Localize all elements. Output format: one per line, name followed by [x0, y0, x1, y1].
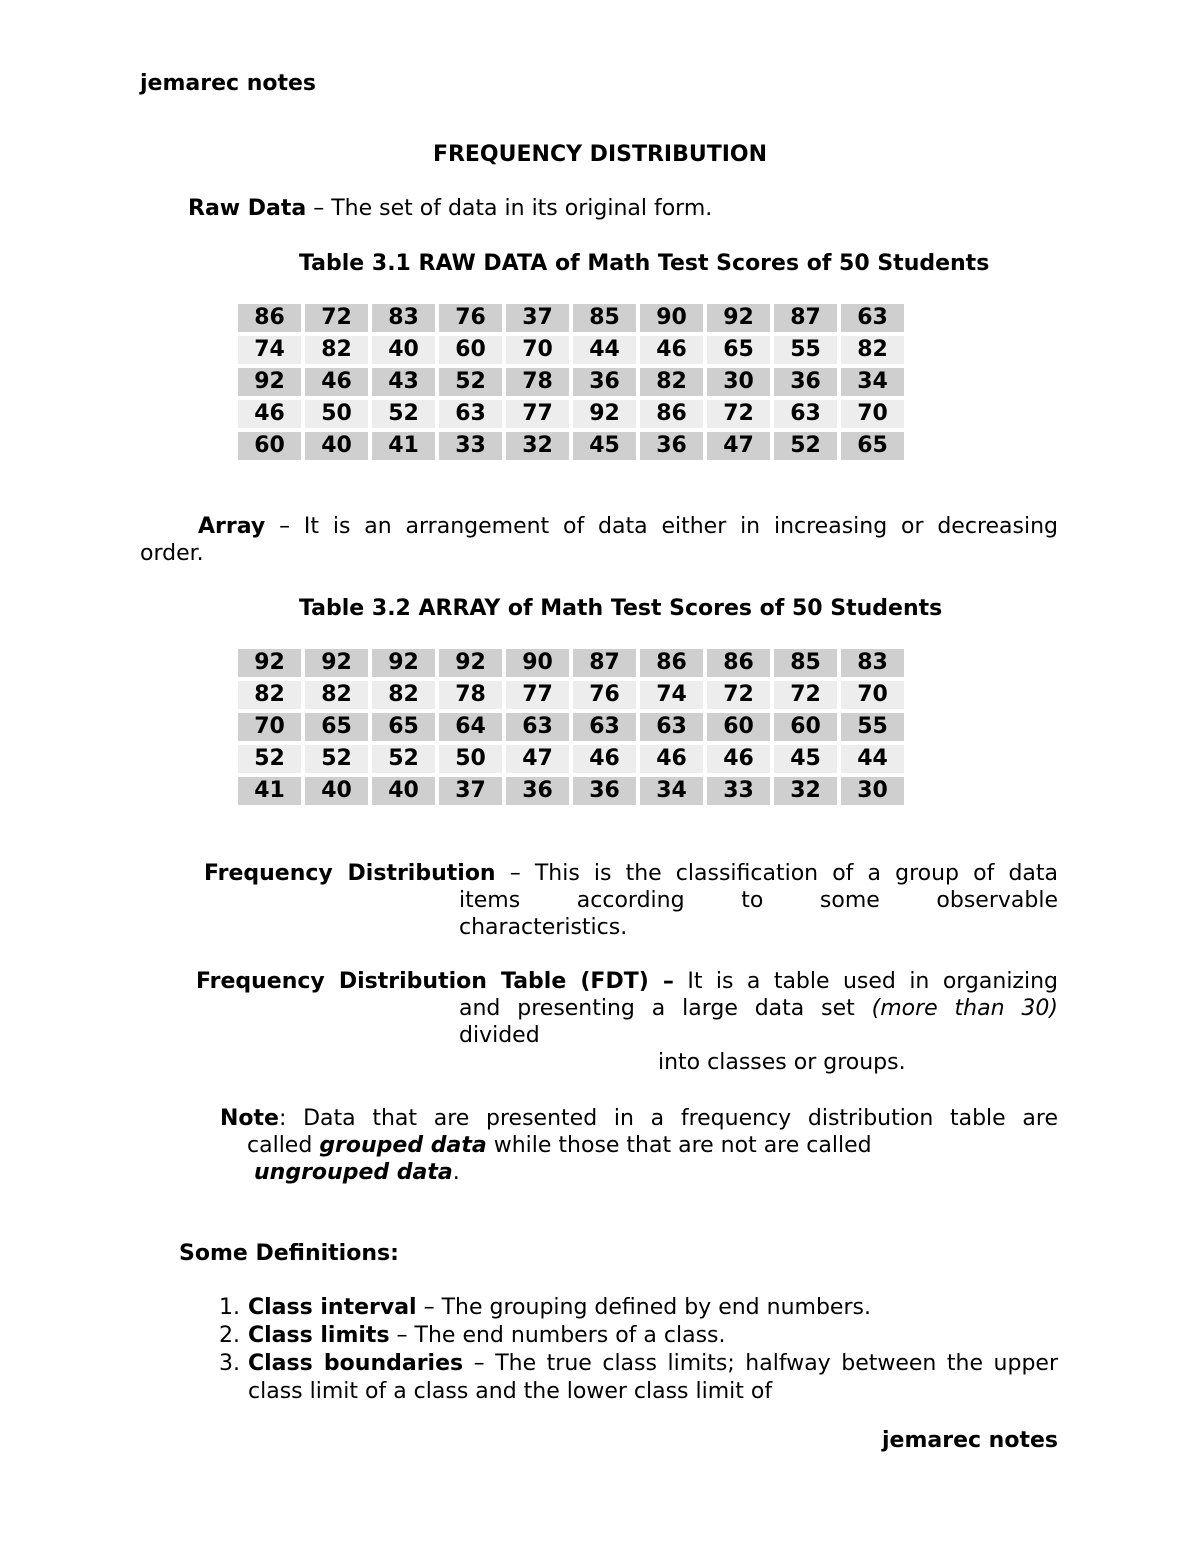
table-cell: 78: [506, 368, 569, 400]
table-cell: 82: [640, 368, 703, 400]
table-cell: 46: [305, 368, 368, 400]
table-cell: 76: [439, 304, 502, 336]
table-cell: 50: [305, 400, 368, 432]
table-cell: 65: [372, 713, 435, 745]
note-line1: : Data that are presented in a frequency distribution table are: [278, 1106, 1058, 1131]
table-cell: 83: [372, 304, 435, 336]
table-cell: 45: [573, 432, 636, 464]
table-cell: 36: [573, 368, 636, 400]
table-cell: 72: [707, 400, 770, 432]
table-cell: 46: [238, 400, 301, 432]
table-row: [238, 777, 904, 809]
table-cell: 36: [774, 368, 837, 400]
note-line3b: .: [452, 1160, 460, 1185]
table-cell: 92: [238, 649, 301, 681]
table-cell: 90: [506, 649, 569, 681]
table-row: [238, 400, 904, 432]
definition-item: [200, 1322, 1058, 1350]
table-cell: 78: [439, 681, 502, 713]
note-block: [220, 1105, 1058, 1186]
array-term: Array: [198, 514, 266, 539]
table-cell: 37: [439, 777, 502, 809]
table-cell: 72: [707, 681, 770, 713]
table-cell: 63: [573, 713, 636, 745]
table-row: [238, 681, 904, 713]
table-cell: 85: [774, 649, 837, 681]
table-cell: 33: [707, 777, 770, 809]
fdt-line4: into classes or groups.: [658, 1050, 906, 1075]
table-cell: 37: [506, 304, 569, 336]
table-cell: 33: [439, 432, 502, 464]
table-cell: 36: [640, 432, 703, 464]
table-cell: 43: [372, 368, 435, 400]
definition-text: – The true class limits; halfway between the upper class limit of a class and the lower class limit of: [248, 1351, 1058, 1404]
table-cell: 72: [305, 304, 368, 336]
table-cell: 63: [439, 400, 502, 432]
table-cell: 41: [372, 432, 435, 464]
note-grouped-data: grouped data: [319, 1133, 487, 1158]
table-row: [238, 745, 904, 777]
table-cell: 82: [305, 336, 368, 368]
table-cell: 63: [506, 713, 569, 745]
raw-data-table: [234, 304, 908, 464]
fdt-line3: divided: [459, 1023, 540, 1048]
note-ungrouped-data: ungrouped data: [254, 1160, 453, 1185]
table-cell: 82: [841, 336, 904, 368]
table-row: [238, 304, 904, 336]
table-cell: 47: [707, 432, 770, 464]
definition-number: 1.: [219, 1295, 240, 1320]
definition-term: Class boundaries: [248, 1351, 464, 1376]
table-cell: 77: [506, 681, 569, 713]
table-cell: 65: [707, 336, 770, 368]
table-cell: 46: [640, 336, 703, 368]
table-cell: 90: [640, 304, 703, 336]
definitions-list: [200, 1294, 1058, 1406]
table-cell: 65: [841, 432, 904, 464]
table-cell: 45: [774, 745, 837, 777]
table-cell: 92: [439, 649, 502, 681]
table-cell: 30: [841, 777, 904, 809]
note-line2c: while those that are not are called: [493, 1133, 872, 1158]
table-cell: 60: [439, 336, 502, 368]
table-row: [238, 368, 904, 400]
table-cell: 70: [506, 336, 569, 368]
table-cell: 72: [774, 681, 837, 713]
array-table: [234, 649, 908, 809]
table-cell: 34: [640, 777, 703, 809]
table-cell: 52: [439, 368, 502, 400]
array-text-line2: order.: [140, 541, 204, 566]
table-cell: 60: [238, 432, 301, 464]
table-cell: 52: [372, 745, 435, 777]
table-cell: 64: [439, 713, 502, 745]
definition-term: Class limits: [248, 1323, 390, 1348]
table-cell: 77: [506, 400, 569, 432]
table-cell: 76: [573, 681, 636, 713]
table-cell: 92: [305, 649, 368, 681]
fdt-line2a: and presenting a large data set: [459, 996, 855, 1021]
table-cell: 32: [774, 777, 837, 809]
table-cell: 74: [238, 336, 301, 368]
raw-data-term: Raw Data: [188, 196, 307, 221]
table-cell: 83: [841, 649, 904, 681]
table-cell: 32: [506, 432, 569, 464]
footer-text: jemarec notes: [881, 1428, 1058, 1453]
table-cell: 63: [841, 304, 904, 336]
table2-caption: Table 3.2 ARRAY of Math Test Scores of 50 Students: [299, 596, 943, 621]
table-cell: 44: [573, 336, 636, 368]
note-label: Note: [220, 1106, 279, 1131]
array-definition: [140, 513, 1058, 567]
table-cell: 50: [439, 745, 502, 777]
table-cell: 46: [707, 745, 770, 777]
table-cell: 60: [707, 713, 770, 745]
table-cell: 82: [238, 681, 301, 713]
table-cell: 70: [841, 400, 904, 432]
definition-item: [200, 1294, 1058, 1322]
fdt-line2b: (more than 30): [871, 996, 1058, 1021]
definition-number: 3.: [219, 1351, 240, 1376]
definition-item: [200, 1350, 1058, 1406]
table-cell: 52: [305, 745, 368, 777]
table-cell: 52: [774, 432, 837, 464]
table-cell: 70: [238, 713, 301, 745]
table-cell: 46: [573, 745, 636, 777]
fdt-definition: [196, 968, 1058, 1076]
table-cell: 63: [774, 400, 837, 432]
fdt-line1: It is a table used in organizing: [687, 969, 1059, 994]
header-text: jemarec notes: [140, 71, 317, 96]
table-row: [238, 649, 904, 681]
table-cell: 40: [372, 336, 435, 368]
table-cell: 85: [573, 304, 636, 336]
table-cell: 82: [372, 681, 435, 713]
table-cell: 40: [372, 777, 435, 809]
table-cell: 41: [238, 777, 301, 809]
definition-text: – The end numbers of a class.: [396, 1323, 726, 1348]
table-cell: 40: [305, 432, 368, 464]
freq-dist-line2: items according to some observable: [459, 888, 1058, 913]
table-cell: 36: [573, 777, 636, 809]
freq-dist-term: Frequency Distribution: [204, 861, 496, 886]
definition-term: Class interval: [248, 1295, 417, 1320]
table-cell: 86: [640, 649, 703, 681]
table-cell: 87: [774, 304, 837, 336]
table-cell: 36: [506, 777, 569, 809]
table-row: [238, 336, 904, 368]
table-cell: 52: [238, 745, 301, 777]
freq-dist-line1: – This is the classification of a group of data: [509, 861, 1058, 886]
definition-number: 2.: [219, 1323, 240, 1348]
table-cell: 55: [774, 336, 837, 368]
table-cell: 92: [573, 400, 636, 432]
table-cell: 40: [305, 777, 368, 809]
table-row: [238, 713, 904, 745]
table-cell: 65: [305, 713, 368, 745]
table-cell: 92: [238, 368, 301, 400]
fdt-term: Frequency Distribution Table (FDT) –: [196, 969, 674, 994]
table-cell: 74: [640, 681, 703, 713]
table-cell: 63: [640, 713, 703, 745]
definitions-heading: Some Definitions:: [179, 1241, 399, 1266]
table-cell: 30: [707, 368, 770, 400]
table-cell: 52: [372, 400, 435, 432]
frequency-distribution-definition: [204, 860, 1058, 941]
table-cell: 46: [640, 745, 703, 777]
note-line2a: called: [247, 1133, 313, 1158]
array-text-line1: – It is an arrangement of data either in increasing or decreasing: [279, 514, 1058, 539]
raw-data-definition: [188, 196, 712, 221]
table-cell: 82: [305, 681, 368, 713]
table-cell: 55: [841, 713, 904, 745]
table-cell: 92: [372, 649, 435, 681]
table-cell: 87: [573, 649, 636, 681]
table-cell: 92: [707, 304, 770, 336]
freq-dist-line3: characteristics.: [459, 915, 628, 940]
table-cell: 60: [774, 713, 837, 745]
table1-caption: Table 3.1 RAW DATA of Math Test Scores of 50 Students: [299, 251, 990, 276]
page-title: FREQUENCY DISTRIBUTION: [432, 142, 768, 167]
table-cell: 44: [841, 745, 904, 777]
table-cell: 86: [238, 304, 301, 336]
table-cell: 70: [841, 681, 904, 713]
raw-data-text: – The set of data in its original form.: [313, 196, 713, 221]
table-cell: 47: [506, 745, 569, 777]
table-cell: 34: [841, 368, 904, 400]
table-cell: 86: [640, 400, 703, 432]
definition-text: – The grouping defined by end numbers.: [423, 1295, 871, 1320]
table-cell: 86: [707, 649, 770, 681]
table-row: [238, 432, 904, 464]
